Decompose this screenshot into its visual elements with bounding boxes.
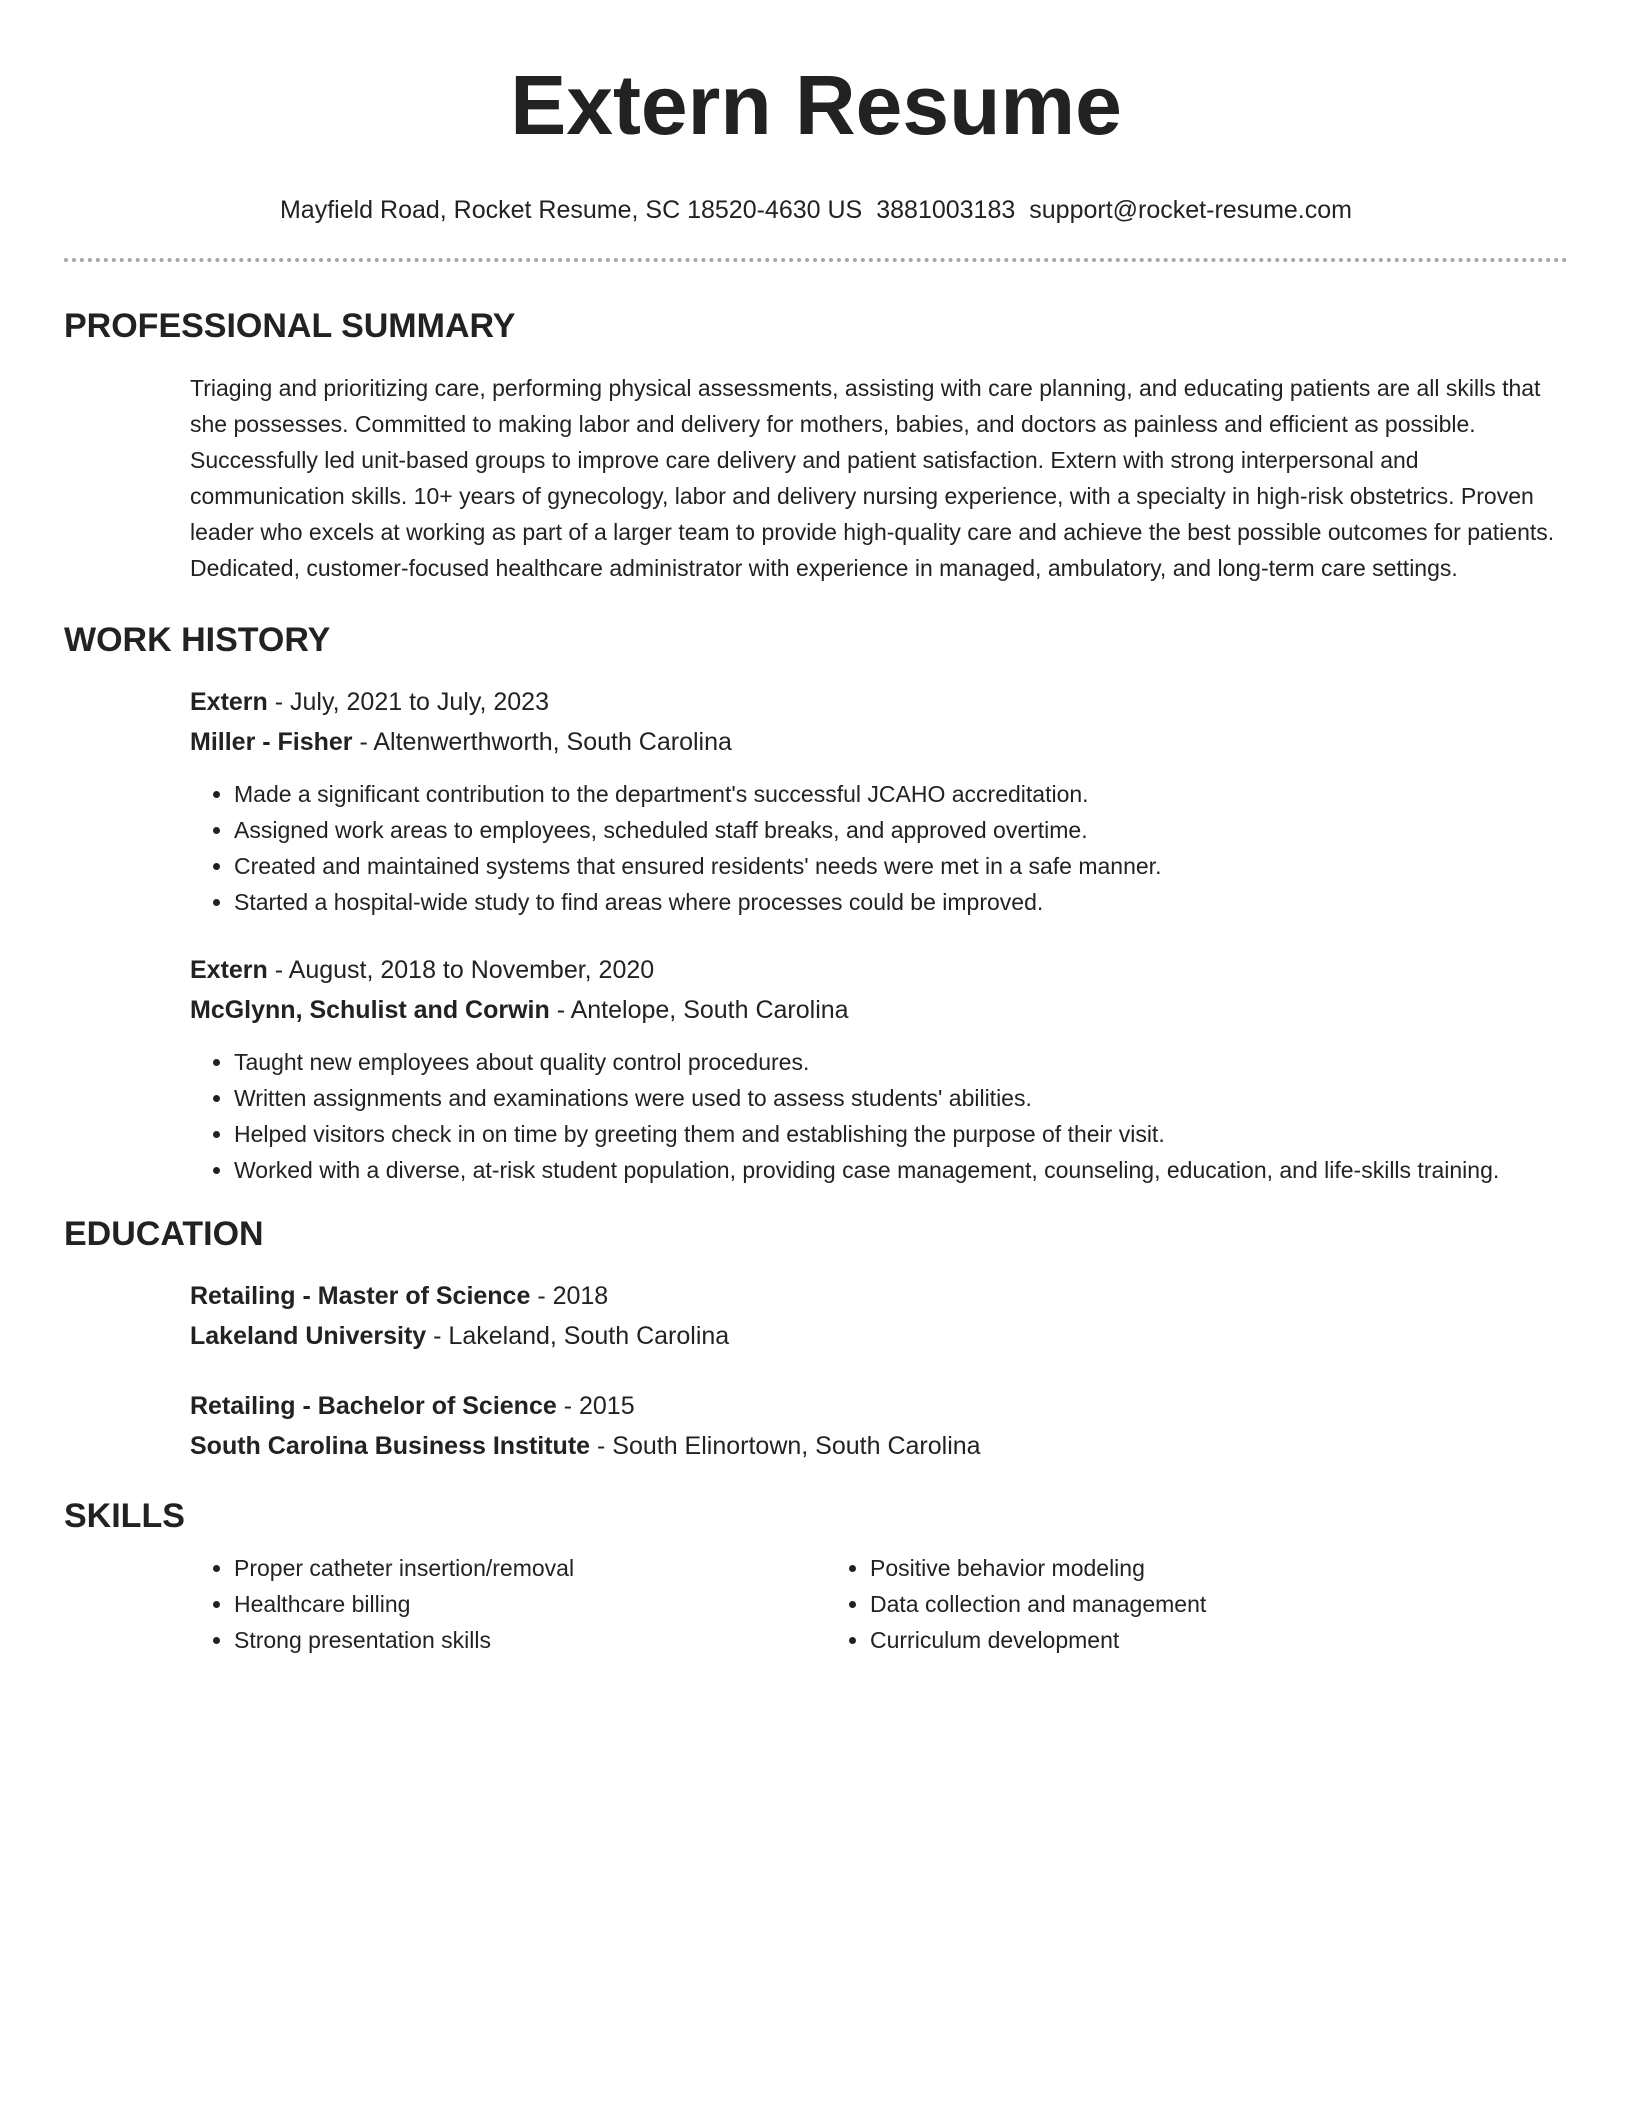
job-title-line [190, 950, 1568, 990]
job-title-line [190, 682, 1568, 722]
school-line [190, 1426, 1568, 1466]
skill-item: • Strong presentation skills [234, 1622, 826, 1658]
contact-line [64, 194, 1568, 226]
section-title-education: EDUCATION [64, 1215, 264, 1253]
job-location: - Altenwerthworth, South Carolina [352, 728, 732, 756]
degree-name: Retailing - Bachelor of Science [190, 1392, 557, 1420]
job-location: - Antelope, South Carolina [549, 996, 849, 1024]
contact-phone: 3881003183 [876, 196, 1016, 224]
job-dates: - August, 2018 to November, 2020 [267, 956, 655, 984]
education-entry [190, 1386, 1568, 1466]
job-entry [190, 682, 1568, 920]
job-bullet: • Taught new employees about quality control procedures. [234, 1044, 1568, 1080]
school-name: Lakeland University [190, 1322, 427, 1350]
job-dates: - July, 2021 to July, 2023 [267, 688, 549, 716]
job-bullet: • Started a hospital-wide study to find areas where processes could be improved. [234, 884, 1568, 920]
resume-title: Extern Resume [510, 58, 1122, 152]
contact-email: support@rocket-resume.com [1029, 196, 1352, 224]
degree-year: - 2015 [556, 1392, 635, 1420]
education-entry [190, 1276, 1568, 1356]
school-line [190, 1316, 1568, 1356]
degree-year: - 2018 [530, 1282, 609, 1310]
job-bullets [190, 1044, 1568, 1188]
job-entry [190, 950, 1568, 1188]
skill-item: • Healthcare billing [234, 1586, 826, 1622]
job-bullet: • Worked with a diverse, at-risk student population, providing case management, counseling, education, and life-skills training. [234, 1152, 1568, 1188]
job-bullet: • Created and maintained systems that ensured residents' needs were met in a safe manner. [234, 848, 1568, 884]
job-bullet: • Written assignments and examinations were used to assess students' abilities. [234, 1080, 1568, 1116]
degree-name: Retailing - Master of Science [190, 1282, 531, 1310]
school-location: - Lakeland, South Carolina [426, 1322, 730, 1350]
skill-item: • Positive behavior modeling [870, 1550, 1462, 1586]
section-title-skills: SKILLS [64, 1497, 185, 1535]
job-bullet: • Made a significant contribution to the department's successful JCAHO accreditation. [234, 776, 1568, 812]
skills-list-left [190, 1550, 826, 1658]
job-bullets [190, 776, 1568, 920]
job-role: Extern [190, 688, 268, 716]
skills-grid [190, 1550, 1568, 1658]
school-name: South Carolina Business Institute [190, 1432, 591, 1460]
degree-line [190, 1276, 1568, 1316]
degree-line [190, 1386, 1568, 1426]
skill-item: • Proper catheter insertion/removal [234, 1550, 826, 1586]
summary-text: Triaging and prioritizing care, performing physical assessments, assisting with care planning, and educating patients are all skills that she possesses. Committed to making labor and delivery for mothers, babies, and doctors as painless and efficient as possible. Successfully led unit-based groups to improve care delivery and patient satisfaction. Extern with strong interpersonal and communication skills. 10+ years of gynecology, labor and delivery nursing experience, with a specialty in high-risk obstetrics. Proven leader who excels at working as part of a larger team to provide high-quality care and achieve the best possible outcomes for patients. Dedicated, customer-focused healthcare administrator with experience in managed, ambulatory, and long-term care settings. [190, 375, 1555, 581]
job-bullet: • Helped visitors check in on time by greeting them and establishing the purpose of their visit. [234, 1116, 1568, 1152]
skills-list-right [826, 1550, 1462, 1658]
section-title-summary: PROFESSIONAL SUMMARY [64, 307, 516, 345]
skill-item: • Data collection and management [870, 1586, 1462, 1622]
job-role: Extern [190, 956, 268, 984]
resume-page [64, 0, 1568, 1658]
school-location: - South Elinortown, South Carolina [590, 1432, 981, 1460]
job-company: McGlynn, Schulist and Corwin [190, 996, 550, 1024]
job-company-line [190, 990, 1568, 1030]
skill-item: • Curriculum development [870, 1622, 1462, 1658]
header-divider [64, 258, 1568, 262]
contact-address: Mayfield Road, Rocket Resume, SC 18520-4630 US [279, 196, 863, 224]
section-title-work-history: WORK HISTORY [64, 621, 331, 659]
job-bullet: • Assigned work areas to employees, scheduled staff breaks, and approved overtime. [234, 812, 1568, 848]
job-company: Miller - Fisher [190, 728, 353, 756]
job-company-line [190, 722, 1568, 762]
